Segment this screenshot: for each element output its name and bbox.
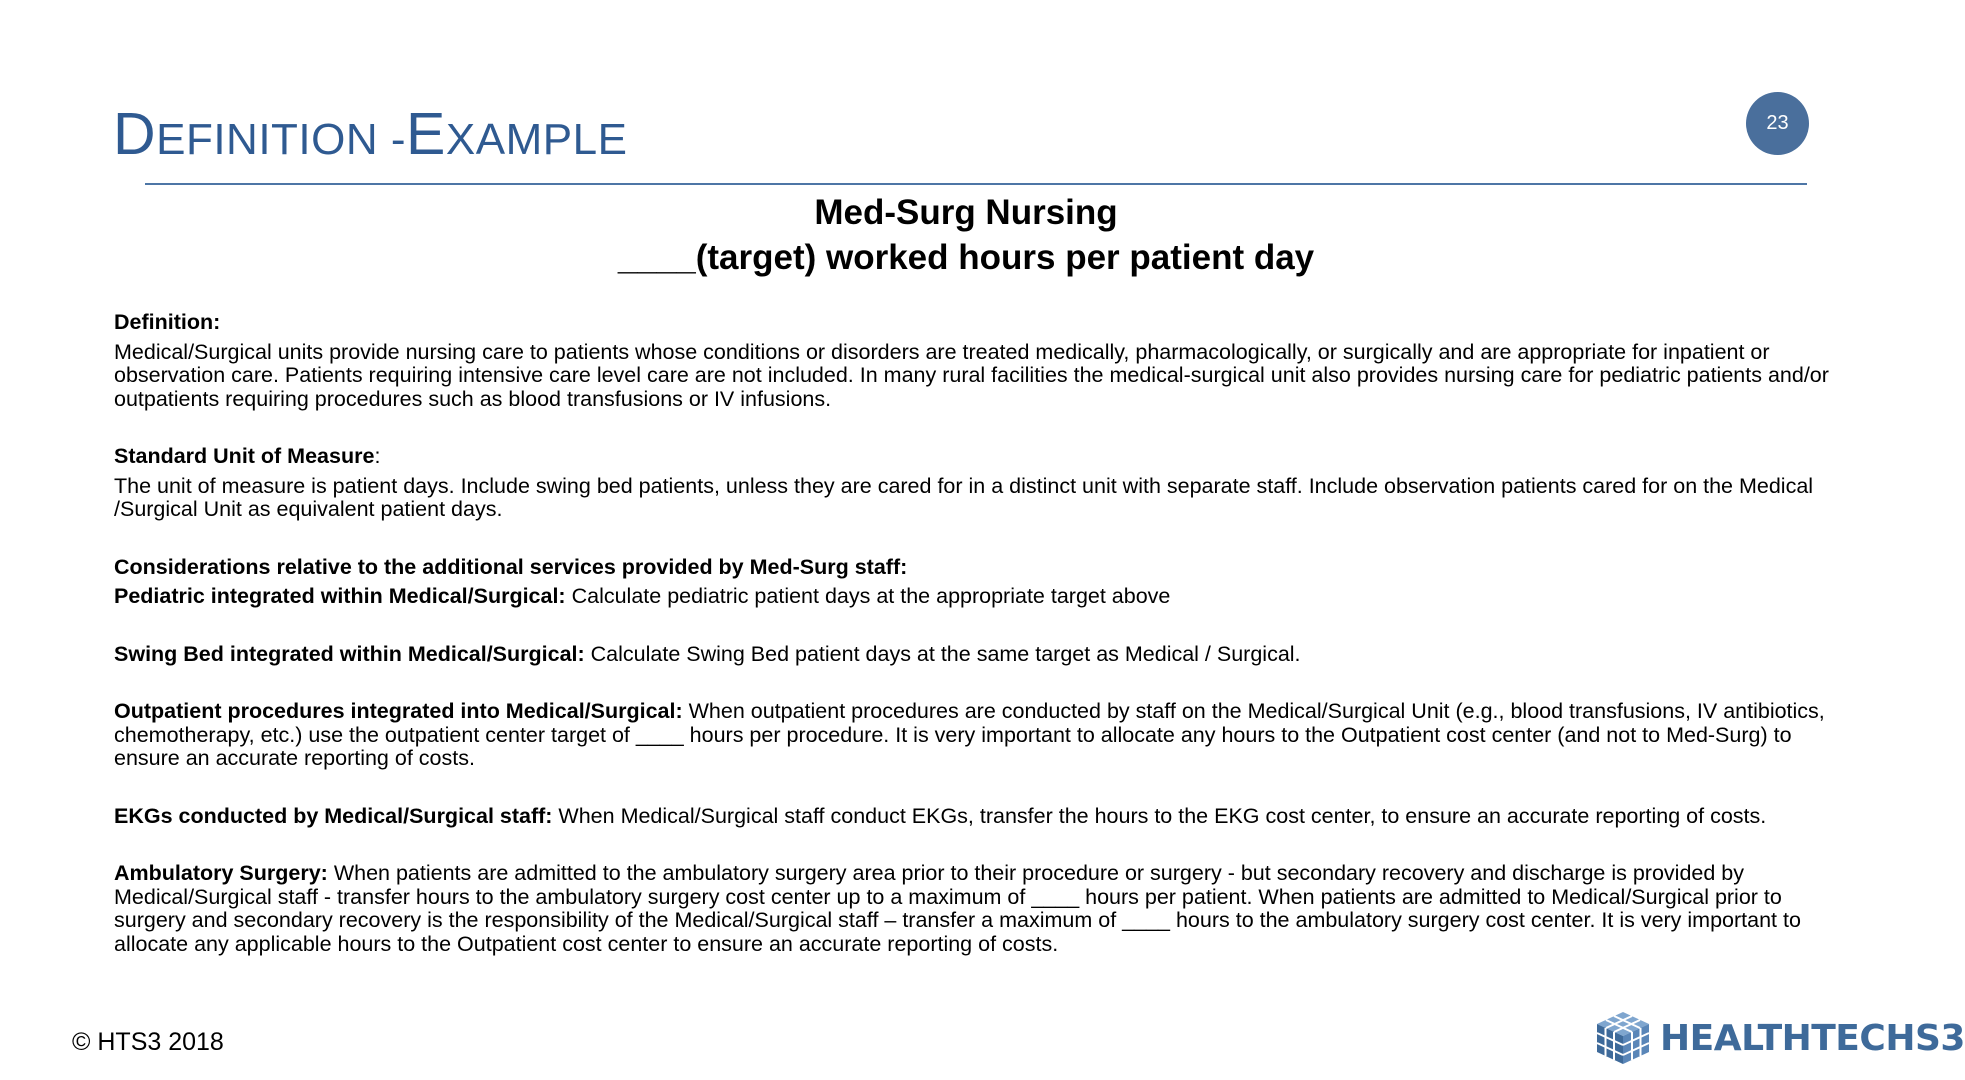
pediatric-text: Calculate pediatric patient days at the appropriate target above xyxy=(565,584,1171,608)
swing-bed-text: Calculate Swing Bed patient days at the same target as Medical / Surgical. xyxy=(584,641,1301,666)
ambulatory-label: Ambulatory Surgery: xyxy=(114,861,328,885)
logo-text: HEALTHTECH xyxy=(1660,1017,1915,1059)
swing-bed-item xyxy=(114,643,1834,667)
ambulatory-text: When patients are admitted to the ambulatory surgery area prior to their procedure or surgery - but secondary recovery and discharge is provided by Medical/Surgical staff - transfer hours to the ambulatory surgery cost center up to a maximum of ____ hours per patient. When patients are admitted to Medical/Surgical prior to surgery and secondary recovery is the responsibility of the Medical/Surgical staff – transfer a maximum of ____ hours to the ambulatory surgery cost center. It is very important to allocate any applicable hours to the Outpatient cost center to ensure an accurate reporting of costs. xyxy=(114,861,1801,956)
ekg-text: When Medical/Surgical staff conduct EKGs, transfer the hours to the EKG cost center, to ensure an accurate reporting of costs. xyxy=(552,803,1767,828)
measure-colon: : xyxy=(374,444,381,468)
outpatient-item xyxy=(114,700,1834,771)
pediatric-item xyxy=(114,585,1834,609)
measure-heading xyxy=(114,445,1834,469)
title-part-2: XAMPLE xyxy=(445,115,628,164)
cube-grid-icon xyxy=(1594,1010,1652,1066)
title-part-1: EFINITION - xyxy=(156,115,407,164)
ambulatory-item xyxy=(114,862,1834,956)
ekg-label: EKGs conducted by Medical/Surgical staff: xyxy=(114,803,553,828)
definition-label: Definition: xyxy=(114,310,221,334)
page-number-badge: 23 xyxy=(1746,92,1809,155)
headline-subtitle: ____(target) worked hours per patient day xyxy=(617,238,1315,277)
slide-title xyxy=(113,100,627,168)
title-initial-1: D xyxy=(113,101,157,167)
outpatient-label: Outpatient procedures integrated into Medical/Surgical: xyxy=(114,699,683,723)
slide-body xyxy=(114,311,1834,956)
logo-wordmark xyxy=(1660,1018,1965,1059)
definition-text: Medical/Surgical units provide nursing care to patients whose conditions or disorders are treated medically, pharmacologically, or surgically and are appropriate for inpatient or observation care. Patients requiring intensive care level care are not included. In many rural facilities the medical-surgical unit also provides nursing care for pediatric patients and/or outpatients requiring procedures such as blood transfusions or IV infusions. xyxy=(114,339,1829,411)
swing-bed-label: Swing Bed integrated within Medical/Surgical: xyxy=(114,641,585,666)
logo-superscript: S3 xyxy=(1914,1017,1965,1059)
healthtech-logo xyxy=(1594,1010,1965,1066)
copyright-notice: © HTS3 2018 xyxy=(72,1028,224,1056)
measure-label: Standard Unit of Measure xyxy=(114,444,375,468)
considerations-label: Considerations relative to the additional services provided by Med-Surg staff: xyxy=(114,554,908,579)
ekg-item xyxy=(114,805,1834,829)
title-divider xyxy=(145,183,1807,185)
headline-title: Med-Surg Nursing xyxy=(814,193,1118,232)
pediatric-label: Pediatric integrated within Medical/Surgical: xyxy=(114,584,566,608)
outpatient-text: When outpatient procedures are conducted by staff on the Medical/Surgical Unit (e.g., blood transfusions, IV antibiotics, chemotherapy, etc.) use the outpatient center target of ____ hours per procedure. It is very important to allocate any hours to the Outpatient cost center (and not to Med-Surg) to ensure an accurate reporting of costs. xyxy=(114,699,1825,770)
measure-text: The unit of measure is patient days. Include swing bed patients, unless they are cared for in a distinct unit with separate staff. Include observation patients cared for on the Medical /Surgical Unit as equivalent patient days. xyxy=(114,473,1814,521)
title-initial-2: E xyxy=(406,101,446,167)
